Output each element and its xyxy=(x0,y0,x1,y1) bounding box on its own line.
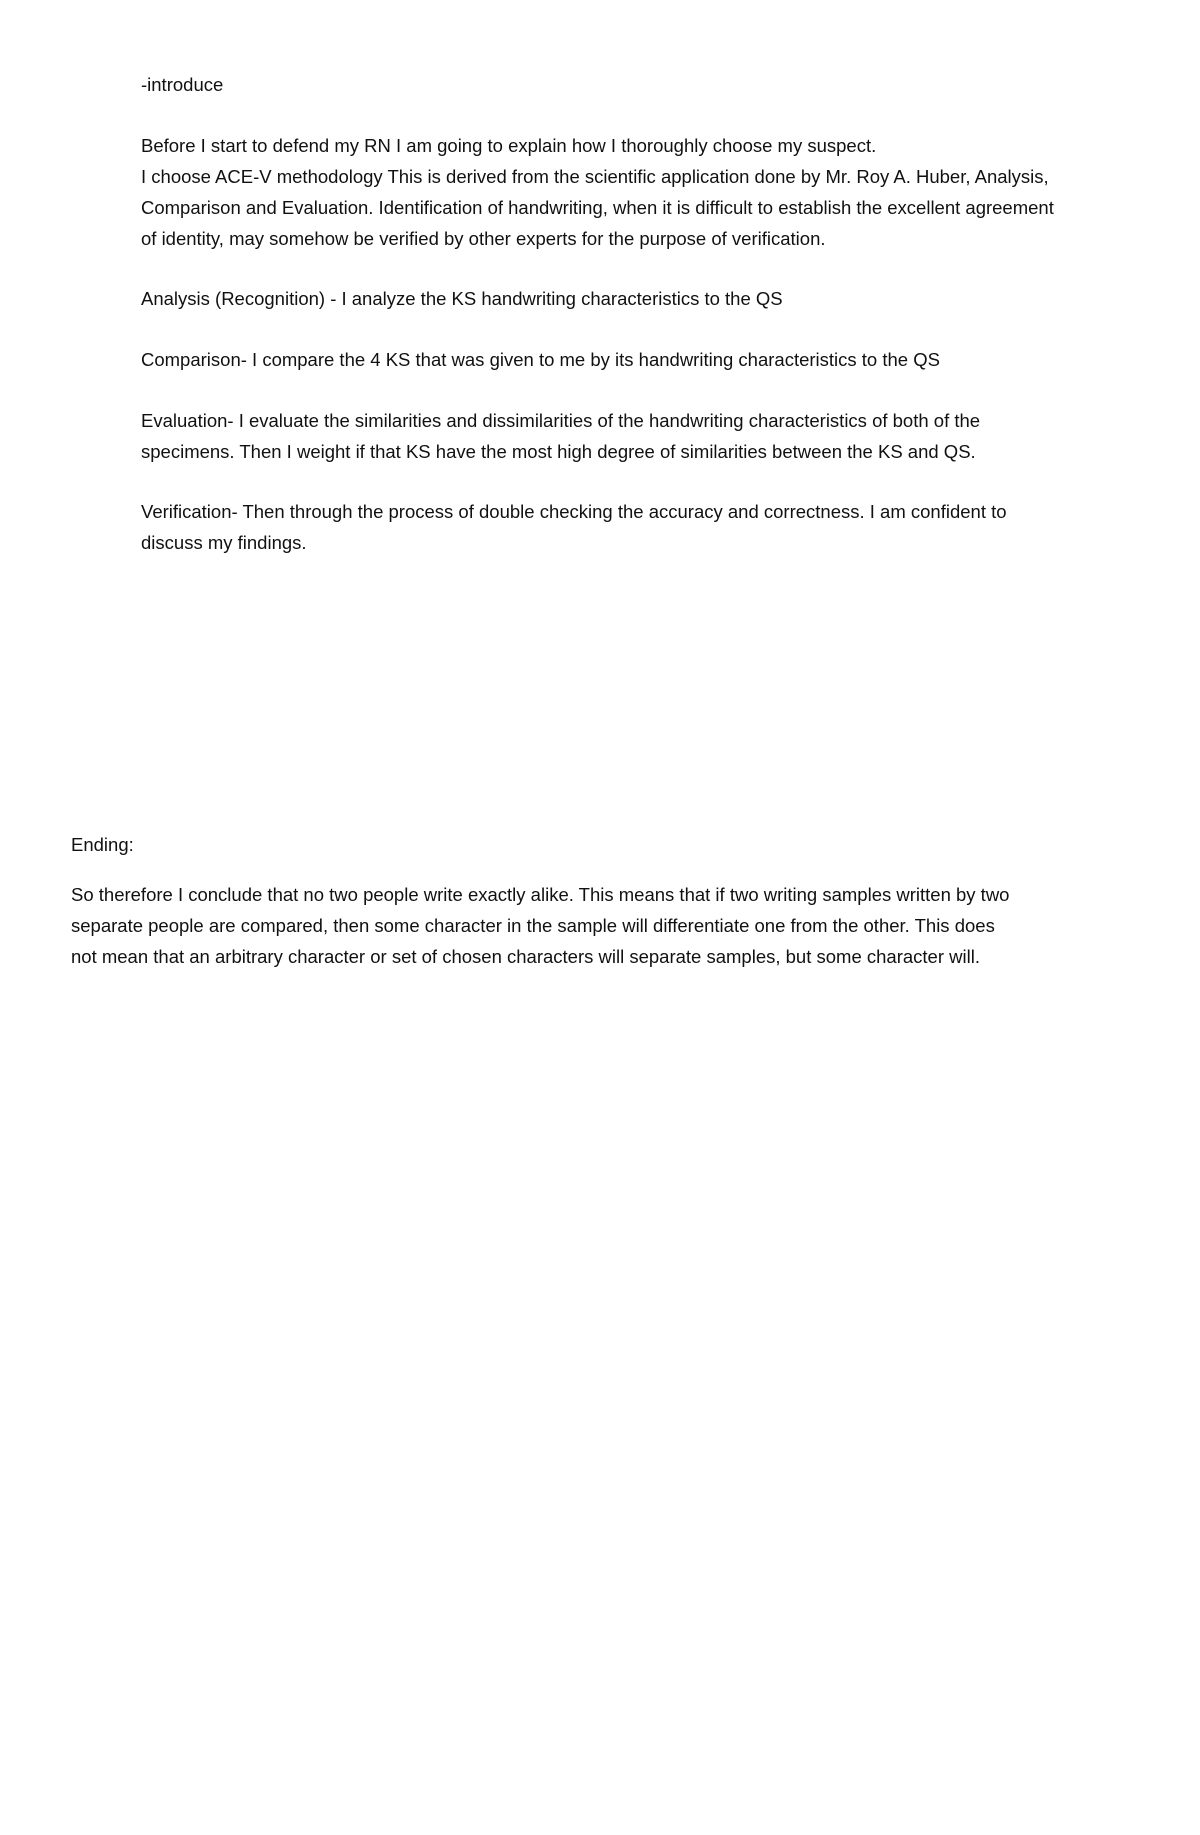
ending-heading xyxy=(71,829,1151,860)
intro-line: of identity, may somehow be verified by other experts for the purpose of verification. xyxy=(141,228,826,249)
evaluation-line: Evaluation- I evaluate the similarities and dissimilarities of the handwriting characteristics of both of the xyxy=(141,410,981,431)
verification-line: Verification- Then through the process of double checking the accuracy and correctness. I am confident to xyxy=(141,501,1007,522)
ending-line: not mean that an arbitrary character or set of chosen characters will separate samples, but some character will. xyxy=(71,946,980,967)
ending-paragraph xyxy=(71,879,1151,972)
intro-line: Comparison and Evaluation. Identification of handwriting, when it is difficult to establish the excellent agreement xyxy=(141,197,1054,218)
ending-heading-text: Ending: xyxy=(71,834,134,855)
intro-paragraph xyxy=(141,130,1141,254)
ending-line: separate people are compared, then some character in the sample will differentiate one from the other. This does xyxy=(71,915,995,936)
intro-line: Before I start to defend my RN I am going to explain how I thoroughly choose my suspect. xyxy=(141,135,877,156)
evaluation-paragraph xyxy=(141,405,1141,467)
ending-line: So therefore I conclude that no two people write exactly alike. This means that if two writing samples written by two xyxy=(71,884,1010,905)
introduce-heading xyxy=(141,69,1141,100)
comparison-paragraph xyxy=(141,344,1141,375)
evaluation-line: specimens. Then I weight if that KS have the most high degree of similarities between the KS and QS. xyxy=(141,441,976,462)
verification-paragraph xyxy=(141,496,1141,558)
analysis-paragraph xyxy=(141,283,1141,314)
comparison-line: Comparison- I compare the 4 KS that was given to me by its handwriting characteristics to the QS xyxy=(141,349,940,370)
intro-line: I choose ACE-V methodology This is derived from the scientific application done by Mr. Roy A. Huber, Analysis, xyxy=(141,166,1049,187)
verification-line: discuss my findings. xyxy=(141,532,307,553)
introduce-heading-text: -introduce xyxy=(141,74,224,95)
analysis-line: Analysis (Recognition) - I analyze the KS handwriting characteristics to the QS xyxy=(141,288,783,309)
